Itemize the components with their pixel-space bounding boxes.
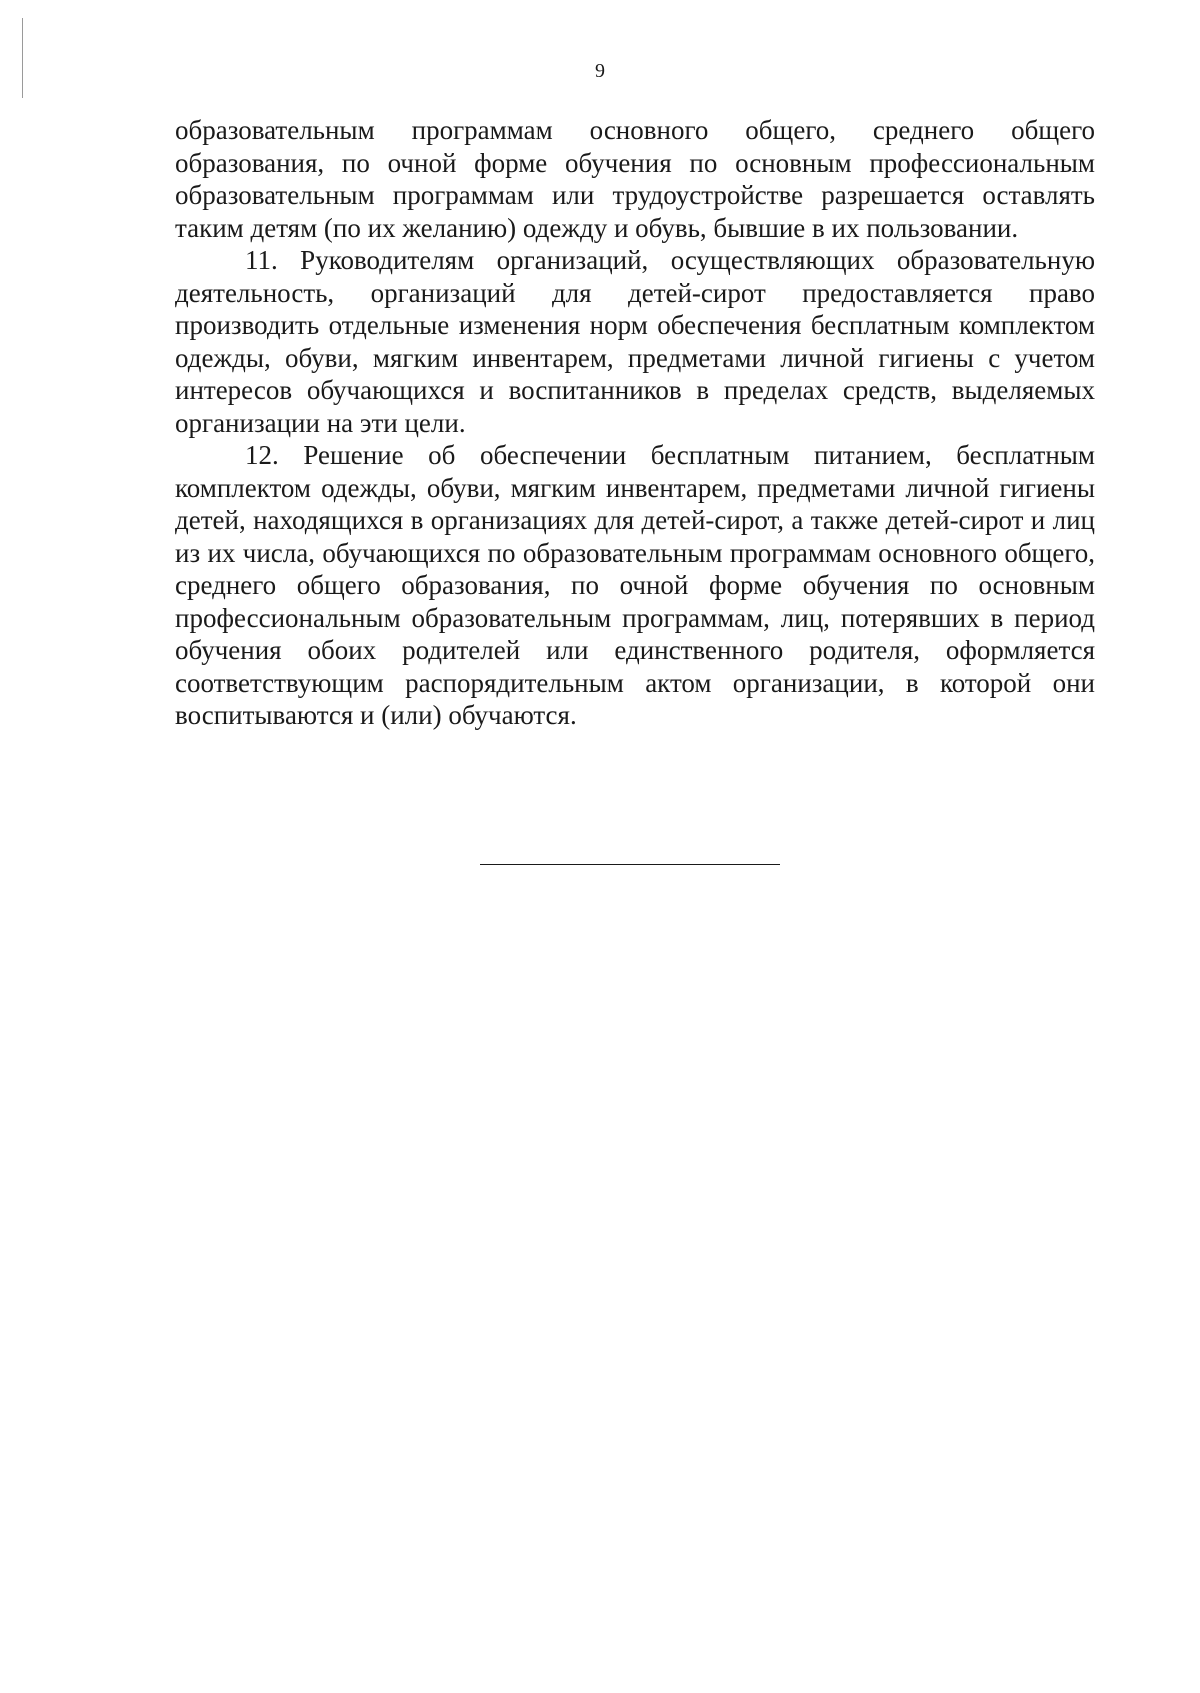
- scan-edge-line: [22, 18, 23, 98]
- paragraph-item-12: 12. Решение об обеспечении бесплатным питанием, бесплатным комплектом одежды, обуви, мягким инвентарем, предметами личной гигиены детей, находящихся в организациях для детей-сирот, а также детей-сирот и лиц из их числа, обучающихся по образовательным программам основного общего, среднего общего образования, по очной форме обучения по основным профессиональным образовательным программам, лиц, потерявших в период обучения обоих родителей или единственного родителя, оформляется соответствующим распорядительным актом организации, в которой они воспитываются и (или) обучаются.: [175, 440, 1095, 730]
- paragraph-item-11: 11. Руководителям организаций, осуществляющих образовательную деятельность, организаций для детей-сирот предоставляется право производить отдельные изменения норм обеспечения бесплатным комплектом одежды, обуви, мягким инвентарем, предметами личной гигиены с учетом интересов обучающихся и воспитанников в пределах средств, выделяемых организации на эти цели.: [175, 245, 1095, 438]
- document-body: [175, 114, 1095, 732]
- end-of-document-rule: [480, 864, 780, 865]
- paragraph-continuation: образовательным программам основного общего, среднего общего образования, по очной форме обучения по основным профессиональным образовательным программам или трудоустройстве разрешается оставлять таким детям (по их желанию) одежду и обувь, бывшие в их пользовании.: [175, 115, 1095, 243]
- page-number: 9: [595, 60, 605, 82]
